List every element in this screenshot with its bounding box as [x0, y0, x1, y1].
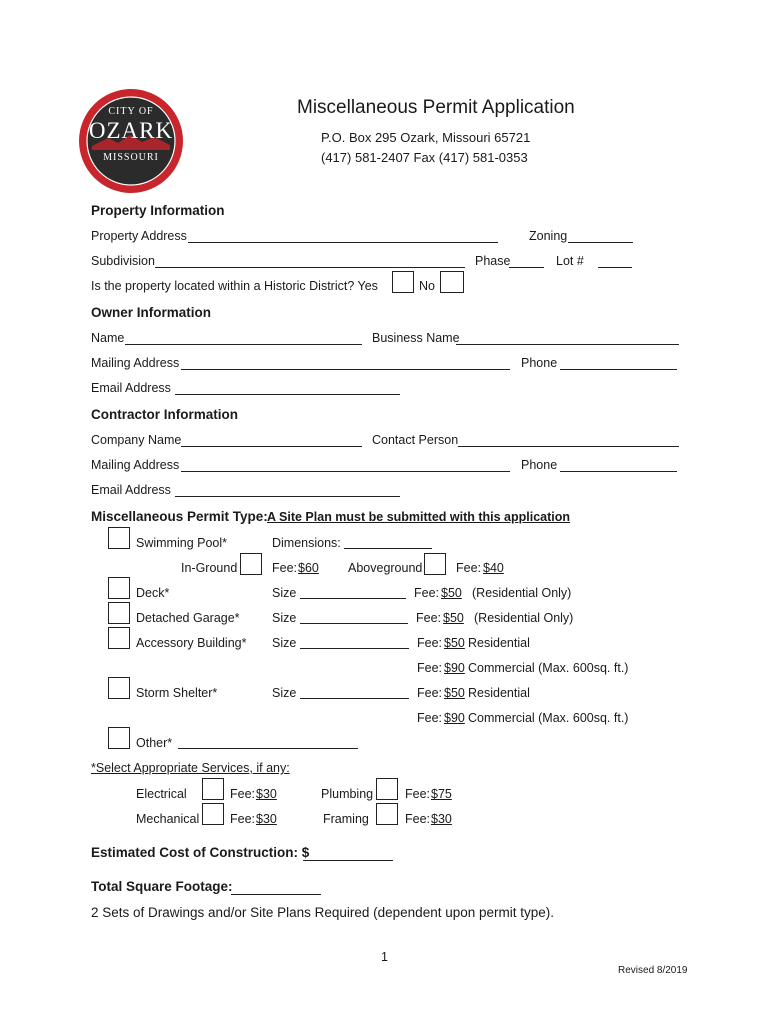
mechanical-fee: $30 — [256, 812, 277, 826]
contractor-email-label: Email Address — [91, 483, 171, 497]
plumbing-fee: $75 — [431, 787, 452, 801]
owner-mailing-field[interactable] — [181, 369, 510, 370]
logo-bottom-text: MISSOURI — [103, 152, 159, 163]
framing-checkbox[interactable] — [376, 803, 398, 825]
property-address-label: Property Address — [91, 229, 187, 243]
aboveground-fee: $40 — [483, 561, 504, 575]
accessory-commercial-fee: $90 — [444, 661, 465, 675]
city-logo — [78, 88, 184, 194]
revised-date: Revised 8/2019 — [618, 965, 688, 976]
shelter-commercial-fee-label: Fee: — [417, 711, 443, 725]
shelter-fee-label: Fee: — [417, 686, 443, 700]
framing-fee: $30 — [431, 812, 452, 826]
storm-shelter-label: Storm Shelter* — [136, 686, 218, 700]
framing-label: Framing — [323, 812, 369, 826]
contractor-company-field[interactable] — [181, 446, 362, 447]
aboveground-checkbox[interactable] — [424, 553, 446, 575]
subdivision-field[interactable] — [155, 267, 465, 268]
phase-label: Phase — [475, 254, 511, 268]
electrical-checkbox[interactable] — [202, 778, 224, 800]
shelter-fee: $50 — [444, 686, 465, 700]
owner-business-label: Business Name — [372, 331, 460, 345]
accessory-size-field[interactable] — [300, 648, 409, 649]
header-phone: (417) 581-2407 Fax (417) 581-0353 — [321, 150, 528, 165]
owner-name-label: Name — [91, 331, 125, 345]
inground-checkbox[interactable] — [240, 553, 262, 575]
subdivision-label: Subdivision — [91, 254, 155, 268]
owner-name-field[interactable] — [125, 344, 362, 345]
square-footage-field[interactable] — [231, 894, 321, 895]
owner-business-field[interactable] — [456, 344, 679, 345]
historic-yes-checkbox[interactable] — [392, 271, 414, 293]
mechanical-fee-label: Fee: — [230, 812, 256, 826]
swimming-pool-checkbox[interactable] — [108, 527, 130, 549]
page-title: Miscellaneous Permit Application — [297, 97, 575, 118]
accessory-fee: $50 — [444, 636, 465, 650]
page-number: 1 — [381, 950, 388, 964]
electrical-fee-label: Fee: — [230, 787, 256, 801]
other-checkbox[interactable] — [108, 727, 130, 749]
accessory-size-label: Size — [272, 636, 297, 650]
permit-type-heading: Miscellaneous Permit Type: — [91, 509, 268, 524]
contractor-phone-field[interactable] — [560, 471, 677, 472]
lot-label: Lot # — [556, 254, 584, 268]
phase-field[interactable] — [509, 267, 544, 268]
owner-mailing-label: Mailing Address — [91, 356, 180, 370]
deck-residential-only: (Residential Only) — [472, 586, 572, 600]
header-address: P.O. Box 295 Ozark, Missouri 65721 — [321, 130, 531, 145]
deck-size-field[interactable] — [300, 598, 406, 599]
deck-fee-label: Fee: — [414, 586, 440, 600]
lot-field[interactable] — [598, 267, 632, 268]
owner-email-label: Email Address — [91, 381, 171, 395]
site-plan-note: A Site Plan must be submitted with this application — [267, 510, 571, 524]
plumbing-label: Plumbing — [321, 787, 374, 801]
garage-label: Detached Garage* — [136, 611, 240, 625]
deck-checkbox[interactable] — [108, 577, 130, 599]
shelter-commercial: Commercial (Max. 600sq. ft.) — [468, 711, 629, 725]
historic-question: Is the property located within a Historic District? Yes — [91, 279, 378, 293]
shelter-size-label: Size — [272, 686, 297, 700]
dimensions-field[interactable] — [344, 548, 432, 549]
contractor-phone-label: Phone — [521, 458, 558, 472]
mechanical-label: Mechanical — [136, 812, 200, 826]
garage-fee-label: Fee: — [416, 611, 442, 625]
square-footage-label: Total Square Footage: — [91, 879, 233, 894]
accessory-commercial: Commercial (Max. 600sq. ft.) — [468, 661, 629, 675]
owner-heading: Owner Information — [91, 305, 212, 320]
storm-shelter-checkbox[interactable] — [108, 677, 130, 699]
contractor-mailing-field[interactable] — [181, 471, 510, 472]
plumbing-checkbox[interactable] — [376, 778, 398, 800]
contractor-contact-field[interactable] — [458, 446, 679, 447]
inground-label: In-Ground — [181, 561, 238, 575]
property-heading: Property Information — [91, 203, 225, 218]
framing-fee-label: Fee: — [405, 812, 431, 826]
accessory-label: Accessory Building* — [136, 636, 247, 650]
garage-fee: $50 — [443, 611, 464, 625]
owner-phone-label: Phone — [521, 356, 558, 370]
shelter-size-field[interactable] — [300, 698, 409, 699]
services-heading: *Select Appropriate Services, if any: — [91, 761, 290, 775]
mechanical-checkbox[interactable] — [202, 803, 224, 825]
dimensions-label: Dimensions: — [272, 536, 341, 550]
logo-main-text: OZARK — [88, 118, 174, 143]
owner-email-field[interactable] — [175, 394, 400, 395]
shelter-commercial-fee: $90 — [444, 711, 465, 725]
zoning-field[interactable] — [568, 242, 633, 243]
deck-label: Deck* — [136, 586, 170, 600]
electrical-fee: $30 — [256, 787, 277, 801]
contractor-contact-label: Contact Person — [372, 433, 459, 447]
historic-no-label: No — [419, 279, 435, 293]
accessory-fee-label: Fee: — [417, 636, 443, 650]
garage-size-field[interactable] — [300, 623, 408, 624]
deck-fee: $50 — [441, 586, 462, 600]
inground-fee-label: Fee: — [272, 561, 298, 575]
garage-residential-only: (Residential Only) — [474, 611, 574, 625]
shelter-residential: Residential — [468, 686, 530, 700]
swimming-pool-label: Swimming Pool* — [136, 536, 228, 550]
owner-phone-field[interactable] — [560, 369, 677, 370]
inground-fee: $60 — [298, 561, 319, 575]
accessory-commercial-fee-label: Fee: — [417, 661, 443, 675]
electrical-label: Electrical — [136, 787, 187, 801]
contractor-email-field[interactable] — [175, 496, 400, 497]
logo-top-text: CITY OF — [108, 106, 154, 117]
contractor-company-label: Company Name — [91, 433, 182, 447]
estimated-cost-label: Estimated Cost of Construction: $ — [91, 845, 310, 860]
contractor-mailing-label: Mailing Address — [91, 458, 180, 472]
garage-checkbox[interactable] — [108, 602, 130, 624]
other-label: Other* — [136, 736, 173, 750]
property-address-field[interactable] — [188, 242, 498, 243]
estimated-cost-field[interactable] — [303, 860, 393, 861]
accessory-checkbox[interactable] — [108, 627, 130, 649]
garage-size-label: Size — [272, 611, 297, 625]
aboveground-label: Aboveground — [348, 561, 423, 575]
plumbing-fee-label: Fee: — [405, 787, 431, 801]
zoning-label: Zoning — [529, 229, 568, 243]
accessory-residential: Residential — [468, 636, 530, 650]
contractor-heading: Contractor Information — [91, 407, 238, 422]
aboveground-fee-label: Fee: — [456, 561, 482, 575]
deck-size-label: Size — [272, 586, 297, 600]
other-field[interactable] — [178, 748, 358, 749]
historic-no-checkbox[interactable] — [440, 271, 464, 293]
drawings-note: 2 Sets of Drawings and/or Site Plans Required (dependent upon permit type). — [91, 905, 555, 920]
